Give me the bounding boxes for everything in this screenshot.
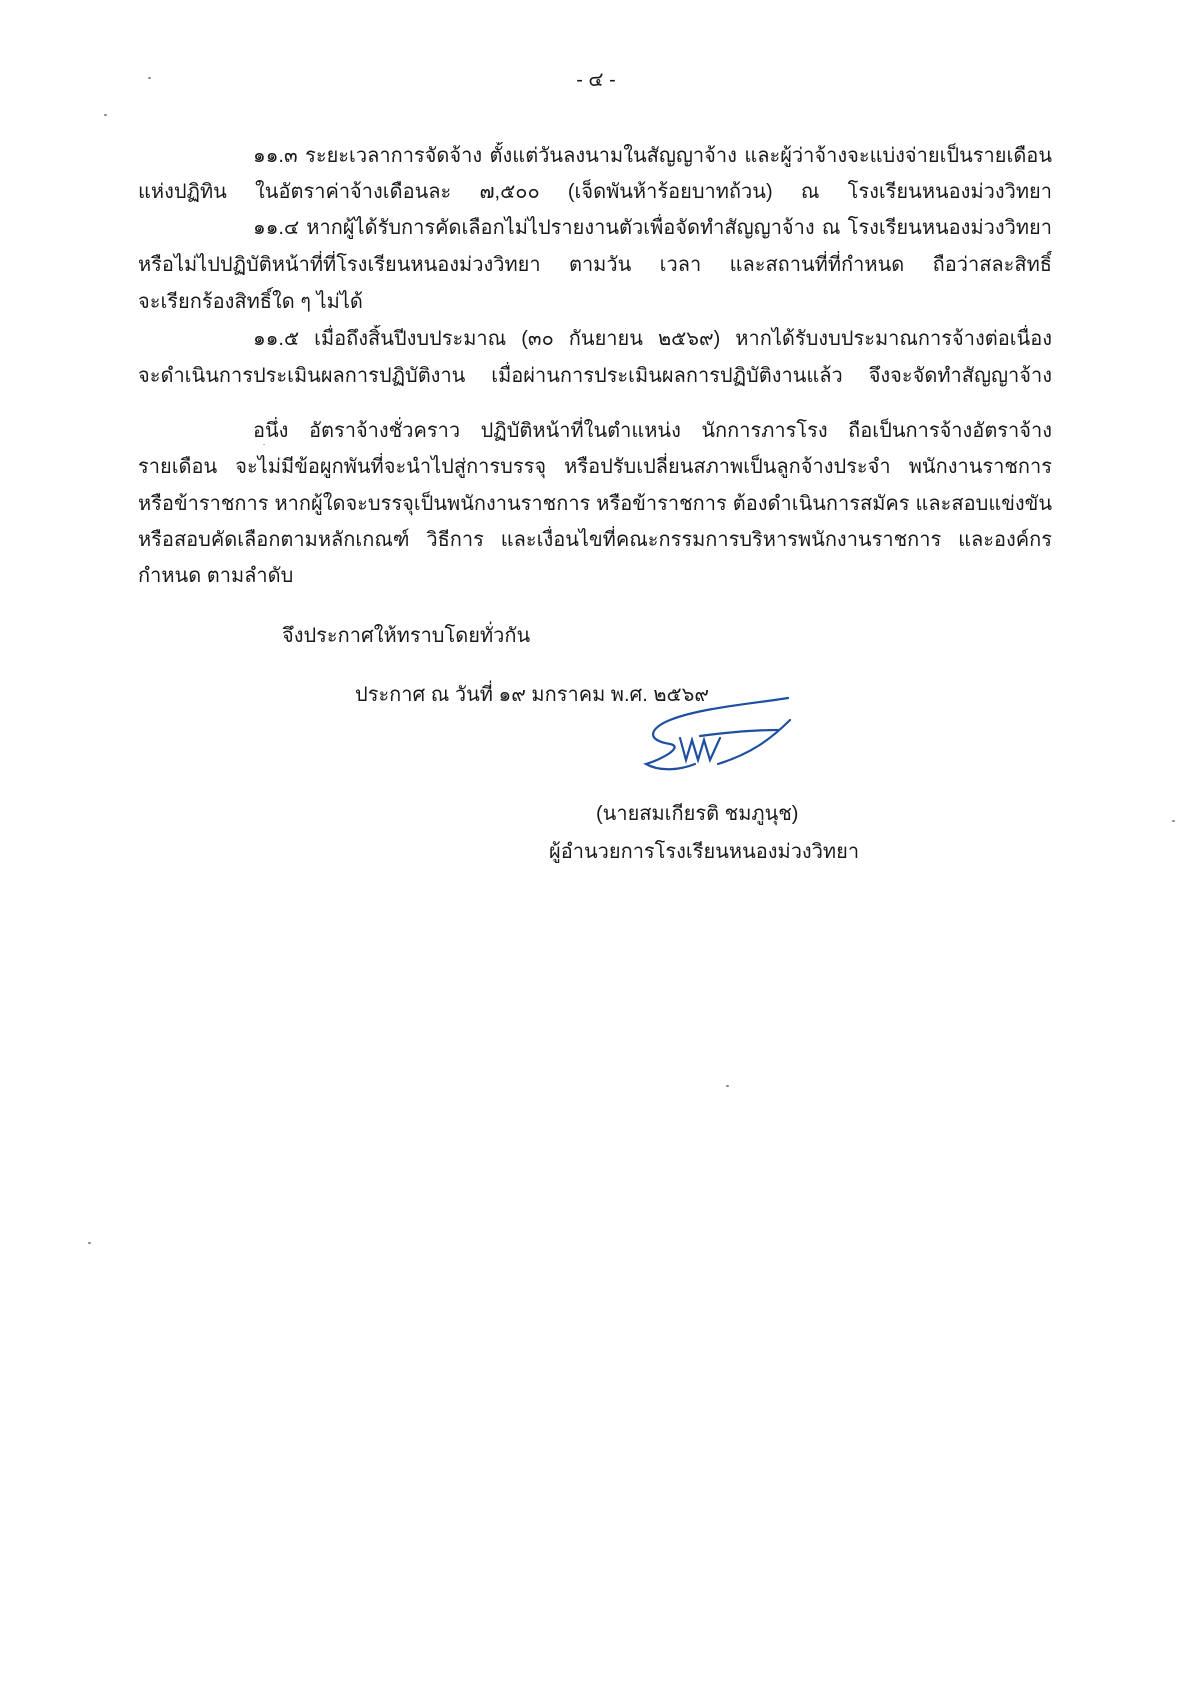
scan-speck <box>88 1242 91 1244</box>
note-line-1: อนึ่ง อัตราจ้างชั่วคราว ปฏิบัติหน้าที่ในตำแหน่ง นักการภารโรง ถือเป็นการจ้างอัตราจ้าง <box>253 420 1052 442</box>
note-line-2: รายเดือน จะไม่มีข้อผูกพันที่จะนำไปสู่การบรรจุ หรือปรับเปลี่ยนสภาพเป็นลูกจ้างประจำ พนักงานราชการ <box>138 456 1052 478</box>
scan-speck <box>1172 820 1175 822</box>
page-number: - ๔ - <box>576 69 616 91</box>
scan-speck <box>148 77 151 79</box>
note-line-4: หรือสอบคัดเลือกตามหลักเกณฑ์ วิธีการ และเงื่อนไขที่คณะกรรมการบริหารพนักงานราชการ และองค์กร <box>138 529 1052 551</box>
signature-image <box>640 690 800 780</box>
clause-11-5-line-1: ๑๑.๕ เมื่อถึงสิ้นปีงบประมาณ (๓๐ กันยายน ๒๕๖๙) หากได้รับงบประมาณการจ้างต่อเนื่อง <box>253 328 1052 350</box>
clause-11-4-line-1: ๑๑.๔ หากผู้ได้รับการคัดเลือกไม่ไปรายงานตัวเพื่อจัดทำสัญญาจ้าง ณ โรงเรียนหนองม่วงวิทยา <box>253 217 1052 239</box>
clause-11-4-line-2: หรือไม่ไปปฏิบัติหน้าที่ที่โรงเรียนหนองม่วงวิทยา ตามวัน เวลา และสถานที่ที่กำหนด ถือว่าสละสิทธิ์ <box>138 254 1052 276</box>
closing-statement: จึงประกาศให้ทราบโดยทั่วกัน <box>282 625 531 647</box>
note-line-5: กำหนด ตามลำดับ <box>138 565 294 587</box>
announcement-date: ประกาศ ณ วันที่ ๑๙ มกราคม พ.ศ. ๒๕๖๙ <box>355 684 710 706</box>
clause-11-3-line-2: แห่งปฏิทิน ในอัตราค่าจ้างเดือนละ ๗,๕๐๐ (เจ็ดพันห้าร้อยบาทถ้วน) ณ โรงเรียนหนองม่วงวิทยา <box>138 181 1052 203</box>
clause-11-5-line-2: จะดำเนินการประเมินผลการปฏิบัติงาน เมื่อผ่านการประเมินผลการปฏิบัติงานแล้ว จึงจะจัดทำสัญญาจ้าง <box>138 365 1052 387</box>
scan-speck <box>104 114 107 116</box>
clause-11-4-line-3: จะเรียกร้องสิทธิ์ใด ๆ ไม่ได้ <box>138 291 363 313</box>
note-line-3: หรือข้าราชการ หากผู้ใดจะบรรจุเป็นพนักงานราชการ หรือข้าราชการ ต้องดำเนินการสมัคร และสอบแข่งขัน <box>138 493 1052 515</box>
scan-speck <box>726 1085 729 1087</box>
signer-title: ผู้อำนวยการโรงเรียนหนองม่วงวิทยา <box>549 841 860 863</box>
clause-11-3-line-1: ๑๑.๓ ระยะเวลาการจัดจ้าง ตั้งแต่วันลงนามในสัญญาจ้าง และผู้ว่าจ้างจะแบ่งจ่ายเป็นรายเดือน <box>253 145 1052 167</box>
signer-name: (นายสมเกียรติ ชมภูนุช) <box>596 803 799 825</box>
